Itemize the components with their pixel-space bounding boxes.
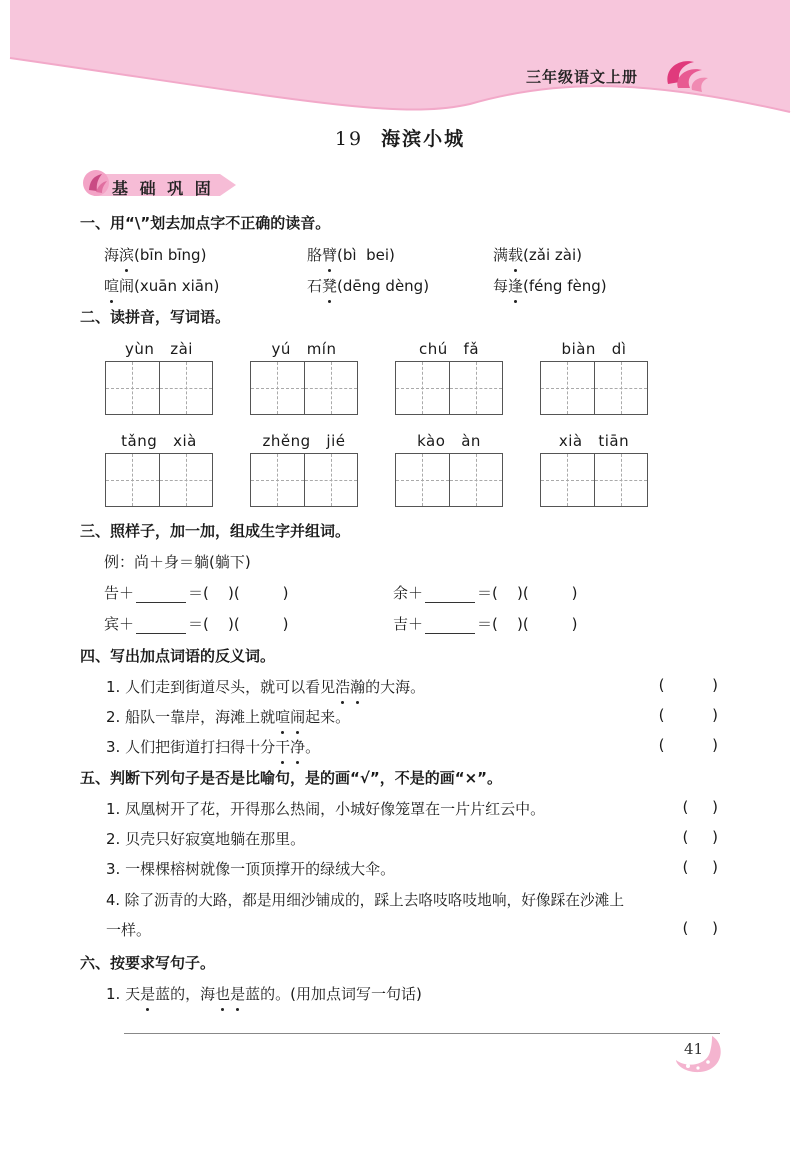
pinyin-label: tǎng xià: [121, 432, 197, 450]
s5-item: 一样。: [106, 921, 152, 939]
answer-parens[interactable]: ( ): [682, 919, 718, 937]
pinyin-label: xià tiān: [558, 432, 630, 450]
pinyin-label: kào àn: [417, 432, 481, 450]
s3-item: 余＋ ＝( )( ): [393, 584, 578, 602]
lesson-number: 19: [334, 128, 364, 150]
s1-item: 石凳(dēng dèng): [307, 277, 430, 295]
badge-flower-icon: [80, 166, 112, 200]
s4-item: 3. 人们把街道打扫得十分干净。: [106, 738, 321, 756]
pinyin-label: yùn zài: [125, 340, 193, 358]
writing-grid[interactable]: [540, 453, 648, 507]
lesson-title: [0, 124, 800, 151]
s1-item: 喧闹(xuān xiān): [104, 277, 220, 295]
section-4-heading: 四、写出加点词语的反义词。: [80, 647, 276, 665]
writing-grid[interactable]: [395, 453, 503, 507]
s5-item: 2. 贝壳只好寂寞地躺在那里。: [106, 830, 306, 848]
pinyin-label: biàn dì: [561, 340, 627, 358]
section-badge-label: 基 础 巩 固: [112, 179, 214, 198]
pinyin-label: chú fǎ: [418, 340, 480, 358]
s4-item: 1. 人们走到街道尽头，就可以看见浩瀚的大海。: [106, 678, 426, 696]
writing-grid[interactable]: [250, 361, 358, 415]
s3-item: 吉＋ ＝( )( ): [393, 615, 578, 633]
page-number: 41: [684, 1040, 704, 1058]
s5-item: 4. 除了沥青的大路，都是用细沙铺成的，踩上去咯吱咯吱地响，好像踩在沙滩上: [106, 892, 625, 909]
s1-item: 海滨(bīn bīng): [104, 246, 207, 264]
s1-item: 胳臂(bì bei): [307, 246, 395, 264]
footer-rule: [124, 1033, 720, 1034]
answer-parens[interactable]: ( ): [682, 798, 718, 816]
s1-item: 每逢(féng fèng): [493, 277, 607, 295]
answer-parens[interactable]: ( ): [658, 676, 718, 694]
s4-item: 2. 船队一靠岸，海滩上就喧闹起来。: [106, 708, 351, 726]
section-5-heading: 五、判断下列句子是否是比喻句，是的画“√”，不是的画“×”。: [80, 769, 503, 787]
writing-grid[interactable]: [250, 453, 358, 507]
section-2-heading: 二、读拼音，写词语。: [80, 308, 231, 326]
s5-item: 3. 一棵棵榕树就像一顶顶撑开的绿绒大伞。: [106, 860, 396, 878]
answer-parens[interactable]: ( ): [682, 828, 718, 846]
answer-blank[interactable]: [425, 619, 475, 634]
s6-question: 1. 天是蓝的，海也是蓝的。(用加点词写一句话): [106, 985, 422, 1003]
section-3-heading: 三、照样子，加一加，组成生字并组词。: [80, 522, 351, 540]
answer-parens[interactable]: ( ): [682, 858, 718, 876]
section-6-heading: 六、按要求写句子。: [80, 954, 216, 972]
pinyin-label: zhěng jié: [262, 432, 346, 450]
pinyin-label: yú mín: [271, 340, 337, 358]
section-1-heading: 一、用“\”划去加点字不正确的读音。: [80, 214, 331, 232]
writing-grid[interactable]: [105, 361, 213, 415]
s3-item: 宾＋ ＝( )( ): [104, 615, 289, 633]
answer-blank[interactable]: [136, 588, 186, 603]
publisher-logo-icon: [662, 54, 710, 96]
grade-book-label: 三年级语文上册: [526, 68, 639, 86]
writing-grid[interactable]: [105, 453, 213, 507]
s3-item: 告＋ ＝( )( ): [104, 584, 289, 602]
lesson-name: 海滨小城: [381, 128, 466, 150]
answer-blank[interactable]: [136, 619, 186, 634]
answer-parens[interactable]: ( ): [658, 706, 718, 724]
answer-blank[interactable]: [425, 588, 475, 603]
s1-item: 满载(zǎi zài): [493, 246, 582, 264]
s3-example: 例：尚＋身＝躺(躺下): [104, 553, 251, 571]
s5-item: 1. 凤凰树开了花，开得那么热闹，小城好像笼罩在一片片红云中。: [106, 800, 546, 818]
writing-grid[interactable]: [395, 361, 503, 415]
writing-grid[interactable]: [540, 361, 648, 415]
answer-parens[interactable]: ( ): [658, 736, 718, 754]
